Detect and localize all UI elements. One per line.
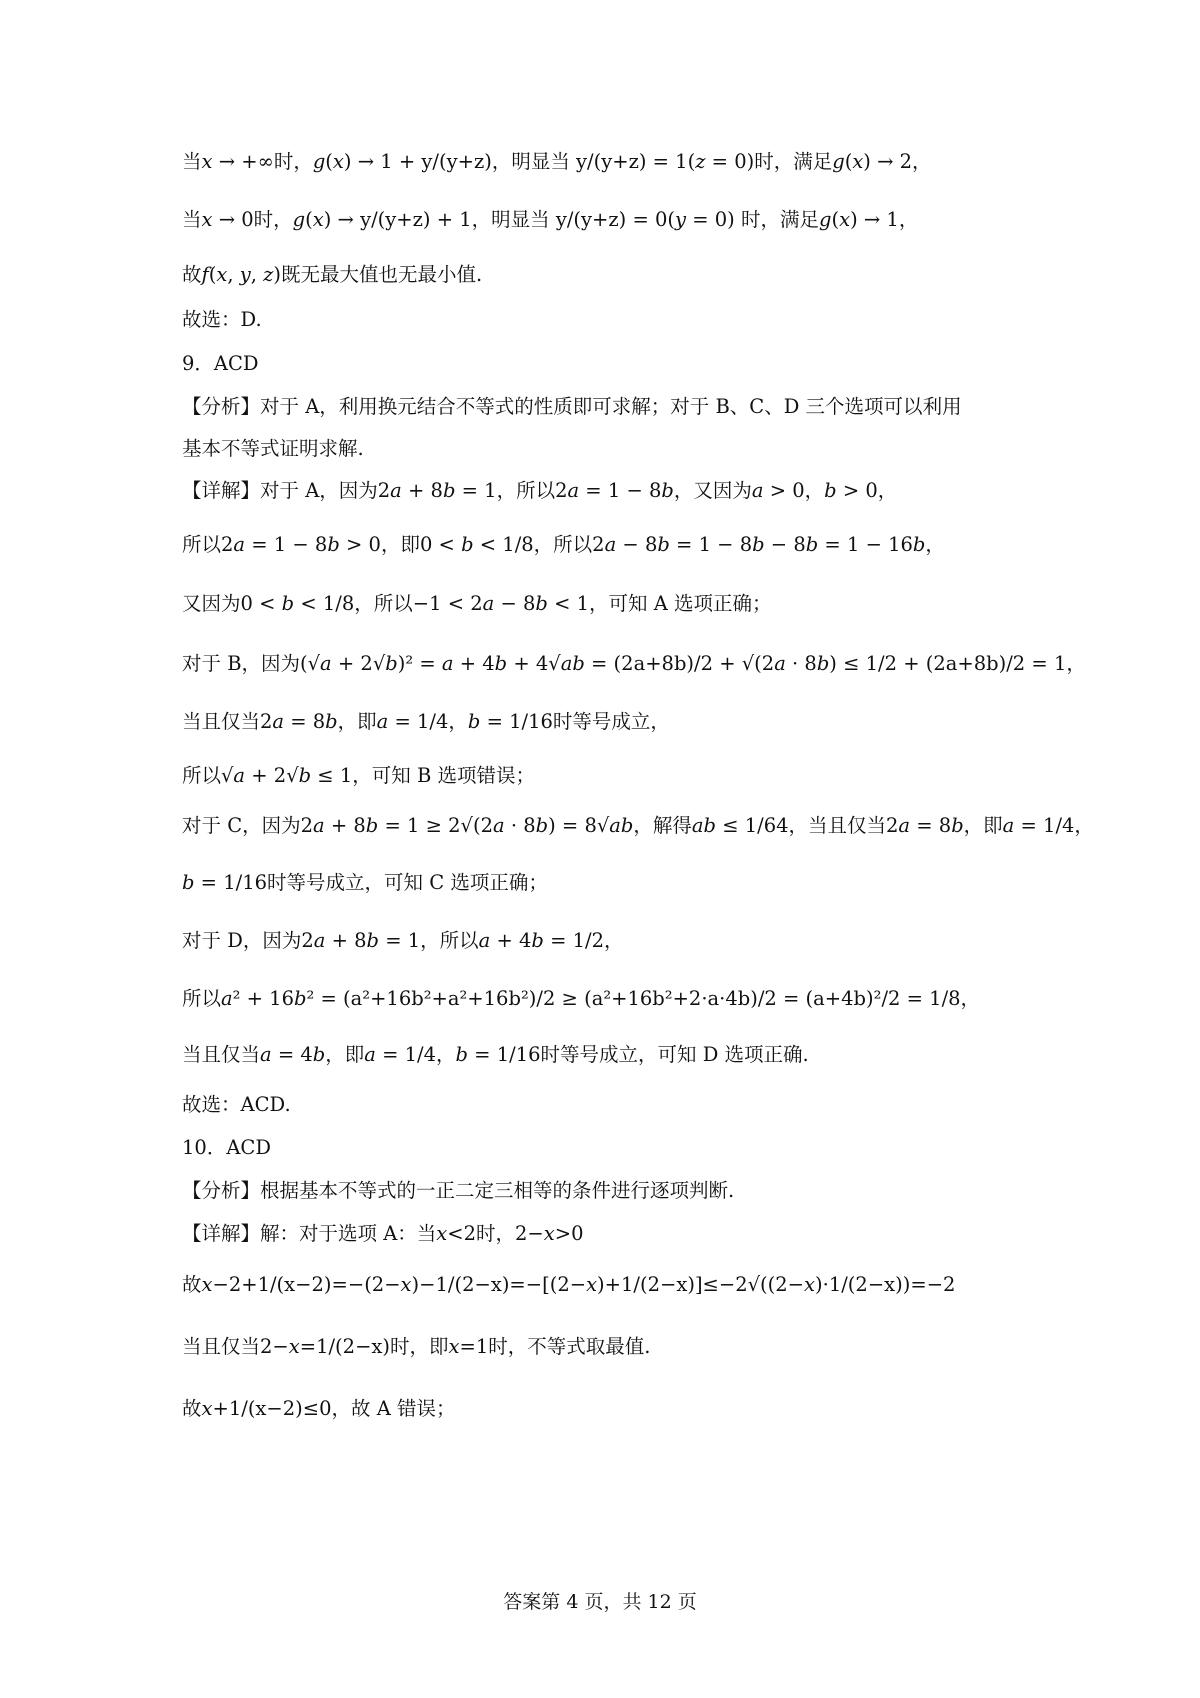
text-line: 当𝑥 → 0时，𝑔(𝑥) → y/(y+z) + 1，明显当 y/(y+z) = 0(𝑦 = 0) 时，满足𝑔(𝑥) → 1，: [182, 208, 919, 231]
text-line: 故选：ACD.: [182, 1093, 291, 1116]
text-line: 对于 B，因为(√𝑎 + 2√𝑏)² = 𝑎 + 4𝑏 + 4√𝑎𝑏 = (2a+8b)/2 + √(2𝑎 · 8𝑏) ≤ 1/2 + (2a+8b)/2 = 1，: [182, 652, 1086, 675]
text-line: 故𝑥+1/(x−2)≤0，故 A 错误；: [182, 1397, 456, 1420]
question-number: 10．ACD: [182, 1136, 271, 1159]
text-line: 当且仅当𝑎 = 4𝑏，即𝑎 = 1/4，𝑏 = 1/16时等号成立，可知 D 选项正确.: [182, 1043, 809, 1066]
text-line: 所以𝑎² + 16𝑏² = (a²+16b²+a²+16b²)/2 ≥ (a²+16b²+2·a·4b)/2 = (a+4b)²/2 = 1/8，: [182, 987, 981, 1010]
text-line: 故𝑓(𝑥, 𝑦, 𝑧)既无最大值也无最小值.: [182, 263, 483, 286]
text-line: 故选：D.: [182, 308, 262, 331]
text-line: 对于 D，因为2𝑎 + 8𝑏 = 1，所以𝑎 + 4𝑏 = 1/2，: [182, 929, 624, 952]
text-line: 当且仅当2𝑎 = 8𝑏，即𝑎 = 1/4，𝑏 = 1/16时等号成立，: [182, 710, 670, 733]
text-line: 所以√𝑎 + 2√𝑏 ≤ 1，可知 B 选项错误；: [182, 764, 535, 787]
text-line: 对于 C，因为2𝑎 + 8𝑏 = 1 ≥ 2√(2𝑎 · 8𝑏) = 8√𝑎𝑏，解得𝑎𝑏 ≤ 1/64，当且仅当2𝑎 = 8𝑏，即𝑎 = 1/4，: [182, 814, 1094, 837]
text-line: 【详解】对于 A，因为2𝑎 + 8𝑏 = 1，所以2𝑎 = 1 − 8𝑏，又因为𝑎 > 0，𝑏 > 0，: [182, 479, 898, 502]
question-number: 9．ACD: [182, 352, 259, 375]
page-footer: 答案第 4 页，共 12 页: [503, 1591, 697, 1613]
text-line: 𝑏 = 1/16时等号成立，可知 C 选项正确；: [182, 871, 548, 894]
text-line: 基本不等式证明求解.: [182, 437, 364, 460]
text-line: 当𝑥 → +∞时，𝑔(𝑥) → 1 + y/(y+z)，明显当 y/(y+z) = 1(𝑧 = 0)时，满足𝑔(𝑥) → 2，: [182, 150, 932, 173]
text-line: 所以2𝑎 = 1 − 8𝑏 > 0，即0 < 𝑏 < 1/8，所以2𝑎 − 8𝑏 = 1 − 8𝑏 − 8𝑏 = 1 − 16𝑏，: [182, 533, 945, 556]
text-line: 又因为0 < 𝑏 < 1/8，所以−1 < 2𝑎 − 8𝑏 < 1，可知 A 选项正确；: [182, 592, 772, 615]
text-line: 【分析】对于 A，利用换元结合不等式的性质即可求解；对于 B、C、D 三个选项可以利用: [182, 395, 962, 418]
text-line: 【分析】根据基本不等式的一正二定三相等的条件进行逐项判断.: [182, 1179, 735, 1202]
text-line: 当且仅当2−𝑥=1/(2−x)时，即𝑥=1时，不等式取最值.: [182, 1335, 651, 1358]
text-line: 故𝑥−2+1/(x−2)=−(2−𝑥)−1/(2−x)=−[(2−𝑥)+1/(2−x)]≤−2√((2−𝑥)·1/(2−x))=−2: [182, 1273, 956, 1296]
text-line: 【详解】解：对于选项 A：当𝑥<2时，2−𝑥>0: [182, 1222, 584, 1245]
